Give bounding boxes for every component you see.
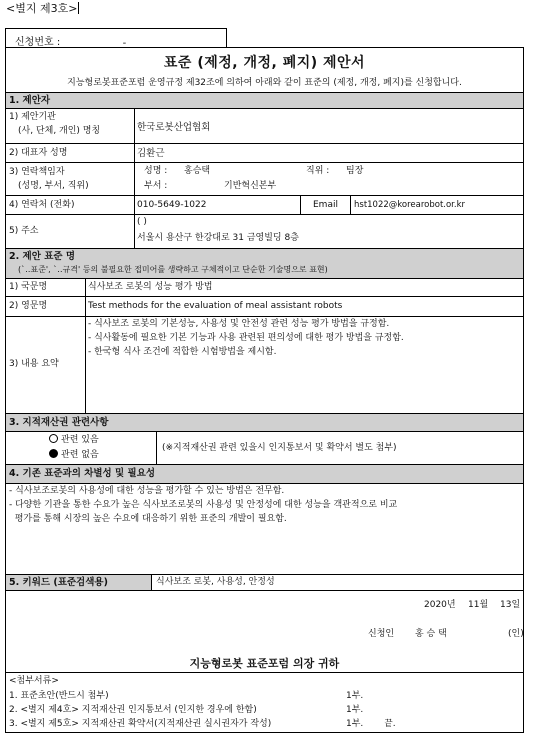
section-2-note: (`‥표준', `‥규격' 등의 불필요한 접미어를 생략하고 구체적이고 단순한 기술명으로 표현) [18, 265, 328, 274]
contact-position-label: 직위 : [306, 166, 330, 176]
date-year[interactable]: 2020년 [424, 600, 456, 610]
need-line-3[interactable]: 평가를 통해 시장의 높은 수요에 대응하기 위한 표준의 개발이 필요함. [9, 514, 287, 524]
ip-option-no[interactable]: 관련 없음 [49, 449, 99, 462]
kor-name-value[interactable]: 식사보조 로봇의 성능 평가 방법 [88, 282, 213, 292]
proposal-form [5, 47, 524, 733]
summary-label: 3) 내용 요약 [9, 359, 59, 369]
eng-name-label: 2) 영문명 [9, 301, 48, 311]
contact-label-1: 3) 연락책임자 [9, 167, 65, 177]
rep-label: 2) 대표자 성명 [9, 148, 68, 158]
attachment-2: 2. <별지 제4호> 지적재산권 인지통보서 (인지한 경우에 한함) [9, 705, 257, 715]
section-2-title: 2. 제안 표준 명 [9, 251, 76, 262]
org-label-2: (사, 단체, 개인) 명칭 [18, 126, 101, 136]
phone-label: 4) 연락처 (전화) [9, 200, 75, 210]
section-5-header: 5. 키워드 (표준검색용) [6, 575, 151, 590]
contact-name[interactable]: 홍승택 [184, 166, 211, 176]
eng-name-value[interactable]: Test methods for the evaluation of meal assistant robots [88, 301, 343, 311]
email-value[interactable]: hst1022@korearobot.or.kr [354, 200, 466, 210]
signature-label: 신청인 [368, 629, 395, 639]
radio-empty-icon [49, 434, 58, 443]
form-number-tag: <별지 제3호> [6, 2, 78, 15]
contact-label-2: (성명, 부서, 직위) [18, 181, 89, 191]
phone-value[interactable]: 010-5649-1022 [137, 200, 207, 210]
section-4-header: 4. 기존 표준과의 차별성 및 필요성 [6, 465, 523, 483]
summary-line-2[interactable]: - 식사활동에 필요한 기본 기능과 사용 관련된 편의성에 대한 평가 방법을 규정함. [88, 333, 404, 343]
attachments-header: <첨부서류> [9, 676, 59, 686]
rep-value[interactable]: 김환근 [137, 148, 165, 159]
date-month[interactable]: 11월 [468, 600, 489, 610]
need-line-1[interactable]: - 식사보조로봇의 사용성에 대한 성능을 평가할 수 있는 방법은 전무함. [9, 486, 285, 496]
radio-filled-icon [49, 449, 58, 458]
need-line-2[interactable]: - 다양한 기관을 통한 수요가 높은 식사보조로봇의 사용성 및 안정성에 대한 성능을 객관적으로 비교 [9, 500, 398, 510]
attachment-3: 3. <별지 제5호> 지적재산권 확약서(지적재산권 실시권자가 작성) [9, 719, 272, 729]
attachment-1: 1. 표준초안(반드시 첨부) [9, 691, 109, 701]
date-day[interactable]: 13일 [500, 600, 521, 610]
attachment-end: 끝. [384, 719, 396, 729]
signature-name[interactable]: 홍 승 택 [415, 629, 447, 639]
applicant-number-label: 신청번호 : [15, 37, 61, 48]
signature-seal: (인) [508, 629, 524, 639]
attachment-1-qty: 1부. [346, 691, 364, 701]
applicant-number-box [5, 28, 227, 48]
contact-position[interactable]: 팀장 [346, 166, 364, 176]
form-title: 표준 (제정, 개정, 폐지) 제안서 [163, 55, 366, 71]
attachment-3-qty: 1부. [346, 719, 364, 729]
address-value[interactable]: 서울시 용산구 한강대로 31 금영빌딩 8층 [137, 233, 299, 243]
summary-line-1[interactable]: - 식사보조 로봇의 기본성능, 사용성 및 안전성 관련 성능 평가 방법을 규정함. [88, 319, 390, 329]
address-zip[interactable]: ( ) [137, 217, 147, 227]
form-intro: 지능형로봇표준포럼 운영규정 제32조에 의하여 아래와 같이 표준의 (제정, 개정, 폐지)를 신청합니다. [67, 78, 462, 88]
contact-name-label: 성명 : [144, 166, 168, 176]
email-label: Email [313, 200, 338, 210]
summary-line-3[interactable]: - 한국형 식사 조건에 적합한 시험방법을 제시함. [88, 347, 277, 357]
attachment-2-qty: 1부. [346, 705, 364, 715]
kor-name-label: 1) 국문명 [9, 282, 48, 292]
applicant-number-field[interactable]: - [63, 38, 185, 48]
section-3-header: 3. 지적재산권 관련사항 [6, 414, 523, 431]
contact-dept[interactable]: 기반혁신본부 [224, 181, 277, 191]
addressee: 지능형로봇 표준포럼 의장 귀하 [189, 657, 340, 670]
ip-option-yes[interactable]: 관련 있음 [49, 434, 99, 447]
ip-note: (※지적재산권 관련 있을시 인지통보서 및 확약서 별도 첨부) [162, 443, 397, 453]
address-label: 5) 주소 [9, 226, 39, 236]
org-label-1: 1) 제안기관 [9, 112, 56, 122]
org-value[interactable]: 한국로봇산업협회 [137, 122, 211, 133]
text-cursor [78, 2, 79, 14]
section-1-header: 1. 제안자 [6, 93, 523, 108]
section-2-header [6, 249, 523, 278]
contact-dept-label: 부서 : [144, 181, 168, 191]
keywords-value[interactable]: 식사보조 로봇, 사용성, 안정성 [156, 577, 275, 587]
